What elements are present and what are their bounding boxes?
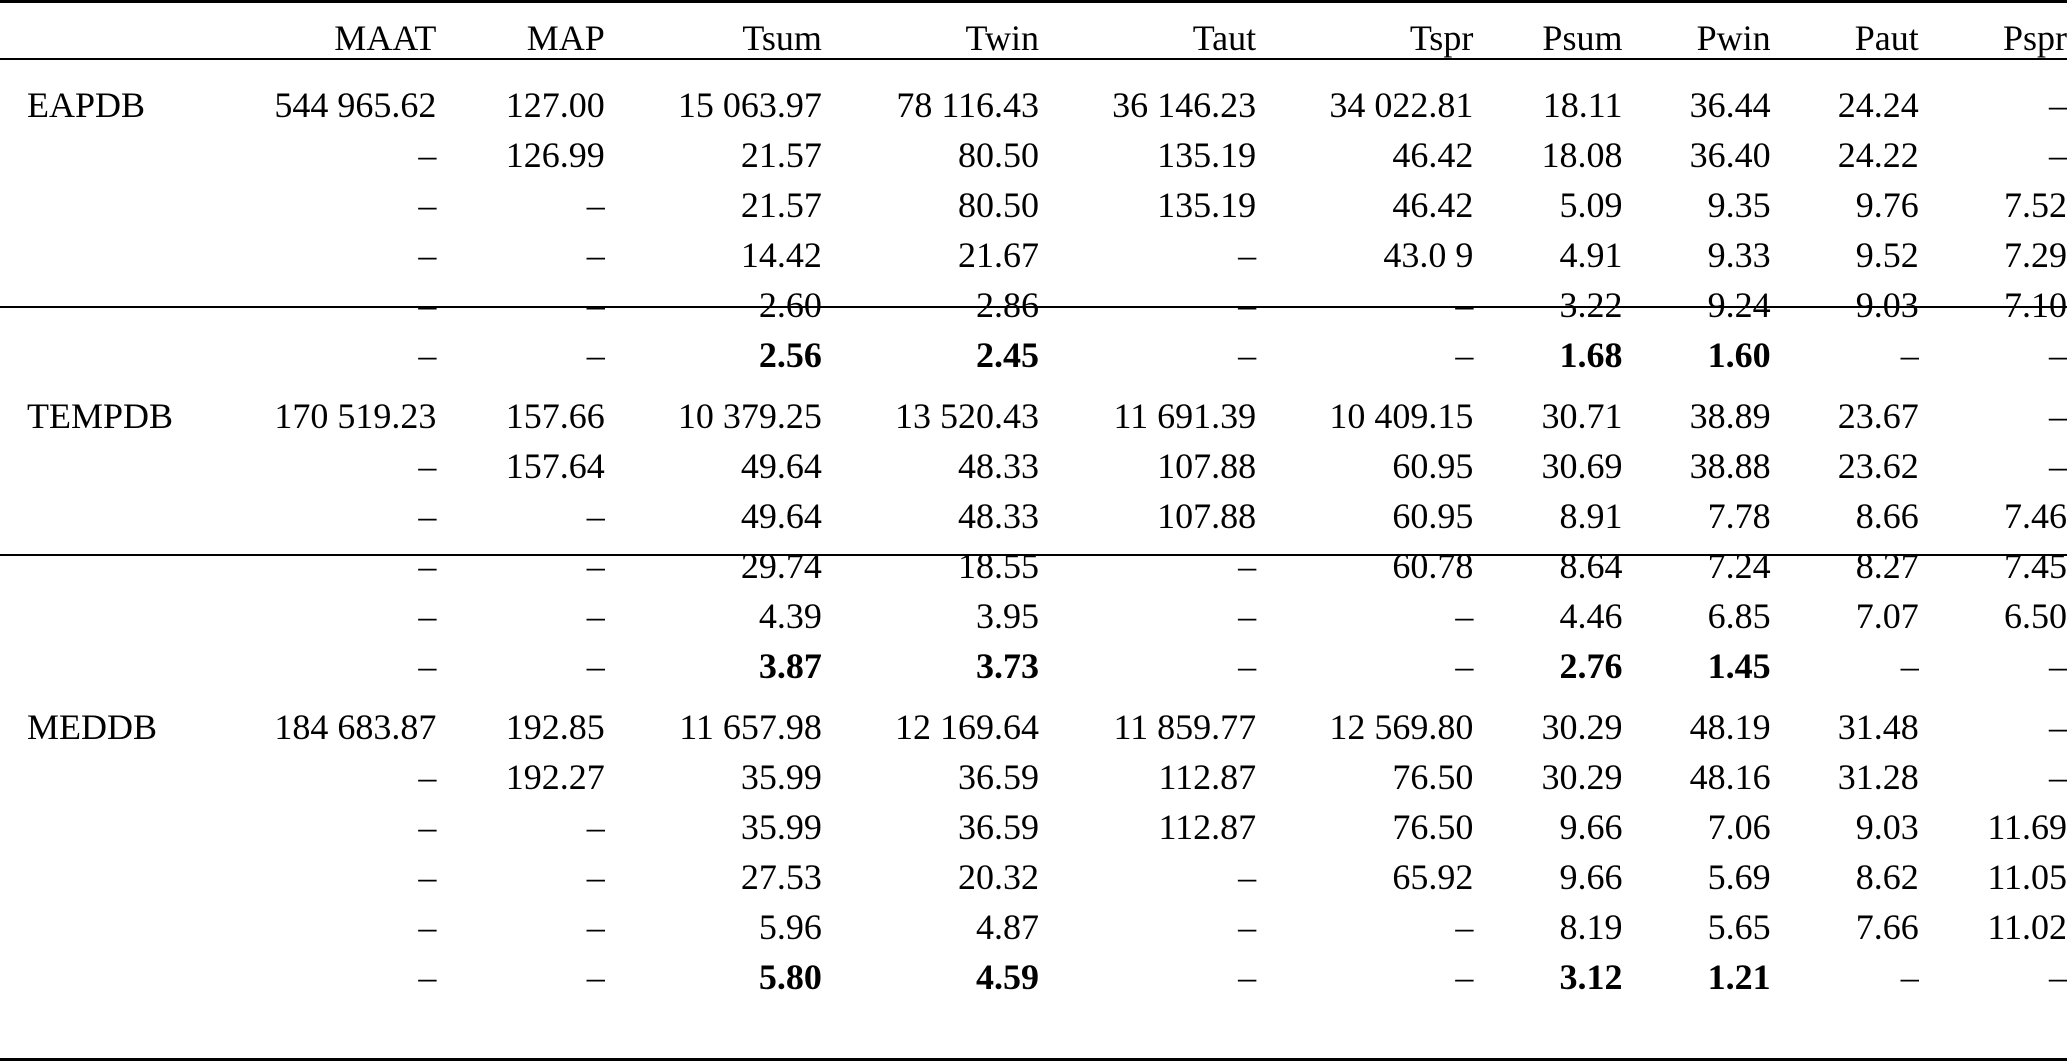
cell-psum: 8.64	[1559, 546, 1623, 586]
cell-maat: –	[418, 757, 437, 797]
cell-taut: 107.88	[1157, 496, 1257, 536]
cell-twin: 48.33	[958, 496, 1040, 536]
group-label: MEDDB	[27, 707, 158, 747]
table-body	[0, 75, 2067, 1008]
header-cell-taut: Taut	[1192, 17, 1257, 58]
cell-pspr: 7.46	[2004, 496, 2067, 536]
cell-paut: 23.67	[1837, 396, 1919, 436]
cell-tsum: 14.42	[740, 235, 822, 275]
cell-maat: –	[418, 907, 437, 947]
cell-pwin: 1.21	[1707, 957, 1771, 997]
cell-taut: 135.19	[1157, 185, 1257, 225]
cell-taut: –	[1238, 596, 1257, 636]
cell-paut: 8.66	[1855, 496, 1919, 536]
cell-pwin: 38.88	[1689, 446, 1771, 486]
table-row	[0, 902, 2067, 952]
cell-map: 126.99	[505, 135, 605, 175]
cell-map: –	[586, 807, 605, 847]
cell-psum: 30.71	[1541, 396, 1623, 436]
cell-tspr: 46.42	[1392, 185, 1474, 225]
cell-maat: –	[418, 235, 437, 275]
cell-pspr: –	[2049, 396, 2067, 436]
cell-tspr: 60.95	[1392, 446, 1474, 486]
cell-pspr: 7.52	[2004, 185, 2067, 225]
cell-map: 127.00	[505, 85, 605, 125]
cell-tsum: 21.57	[740, 185, 822, 225]
cell-map: –	[586, 957, 605, 997]
cell-psum: 30.69	[1541, 446, 1623, 486]
cell-taut: 112.87	[1158, 757, 1257, 797]
cell-tspr: –	[1455, 596, 1474, 636]
cell-paut: 7.66	[1855, 907, 1919, 947]
cell-pspr: 11.02	[1987, 907, 2067, 947]
cell-taut: 36 146.23	[1112, 85, 1257, 125]
header-cell-map: MAP	[526, 17, 605, 58]
cell-paut: 24.22	[1837, 135, 1919, 175]
group-label	[0, 802, 152, 852]
cell-twin: 78 116.43	[896, 85, 1040, 125]
cell-psum: 9.66	[1559, 857, 1623, 897]
cell-taut: 11 691.39	[1113, 396, 1257, 436]
cell-map: –	[586, 185, 605, 225]
cell-pspr: 11.05	[1987, 857, 2067, 897]
cell-pwin: 5.65	[1707, 907, 1771, 947]
cell-pspr: –	[2049, 85, 2067, 125]
header-cell-twin: Twin	[965, 17, 1040, 58]
cell-pspr: –	[2049, 757, 2067, 797]
group-label: TEMPDB	[27, 396, 174, 436]
header-cell-tspr: Tspr	[1409, 17, 1474, 58]
cell-tsum: 5.96	[758, 907, 822, 947]
cell-psum: 3.12	[1559, 957, 1623, 997]
cell-tsum: 49.64	[740, 496, 822, 536]
cell-maat: –	[418, 446, 437, 486]
header-cell-pspr: Pspr	[2002, 17, 2067, 58]
cell-tsum: 49.64	[740, 446, 822, 486]
cell-map: –	[586, 285, 605, 325]
cell-pspr: –	[2049, 707, 2067, 747]
cell-tsum: 4.39	[758, 596, 822, 636]
table-row	[0, 130, 2067, 180]
cell-maat: –	[418, 185, 437, 225]
cell-tsum: 2.56	[758, 335, 822, 375]
cell-tspr: –	[1455, 957, 1474, 997]
cell-tspr: –	[1455, 285, 1474, 325]
cell-maat: –	[418, 496, 437, 536]
cell-tspr: 65.92	[1392, 857, 1474, 897]
cell-twin: 18.55	[958, 546, 1040, 586]
cell-map: 157.66	[505, 396, 605, 436]
table-row	[0, 391, 2067, 441]
cell-twin: 80.50	[958, 185, 1040, 225]
table-row	[0, 80, 2067, 130]
cell-twin: 4.59	[976, 957, 1040, 997]
cell-map: –	[586, 646, 605, 686]
spacer-cell	[0, 1002, 2067, 1008]
cell-pwin: 38.89	[1689, 396, 1771, 436]
cell-tsum: 27.53	[740, 857, 822, 897]
cell-pwin: 36.40	[1689, 135, 1771, 175]
cell-psum: 9.66	[1559, 807, 1623, 847]
group-label	[0, 952, 152, 1002]
cell-taut: 11 859.77	[1113, 707, 1257, 747]
group-label	[0, 330, 152, 380]
cell-twin: 3.73	[976, 646, 1040, 686]
cell-pwin: 1.60	[1707, 335, 1771, 375]
cell-maat: –	[418, 285, 437, 325]
group-label	[0, 180, 152, 230]
header-cell-paut: Paut	[1854, 17, 1919, 58]
group-label	[0, 230, 152, 280]
cell-psum: 1.68	[1559, 335, 1623, 375]
cell-tspr: 10 409.15	[1329, 396, 1474, 436]
cell-twin: 2.45	[976, 335, 1040, 375]
group-label	[0, 902, 152, 952]
cell-tspr: 46.42	[1392, 135, 1474, 175]
cell-tsum: 2.60	[758, 285, 822, 325]
cell-tspr: –	[1455, 335, 1474, 375]
bottom-rule	[0, 1058, 2067, 1061]
cell-taut: –	[1238, 235, 1257, 275]
cell-paut: 8.27	[1855, 546, 1919, 586]
table-row	[0, 330, 2067, 380]
cell-map: –	[586, 235, 605, 275]
cell-taut: –	[1238, 335, 1257, 375]
cell-tsum: 5.80	[758, 957, 822, 997]
cell-map: –	[586, 907, 605, 947]
cell-twin: 4.87	[976, 907, 1040, 947]
cell-tsum: 21.57	[740, 135, 822, 175]
cell-psum: 5.09	[1559, 185, 1623, 225]
cell-twin: 48.33	[958, 446, 1040, 486]
cell-map: –	[586, 857, 605, 897]
cell-maat: –	[418, 646, 437, 686]
table-row	[0, 952, 2067, 1002]
cell-pwin: 7.24	[1707, 546, 1771, 586]
cell-maat: –	[418, 957, 437, 997]
cell-psum: 30.29	[1541, 707, 1623, 747]
cell-twin: 13 520.43	[895, 396, 1040, 436]
cell-pspr: –	[2049, 646, 2067, 686]
cell-tspr: 76.50	[1392, 807, 1474, 847]
cell-taut: 135.19	[1157, 135, 1257, 175]
cell-pspr: –	[2049, 135, 2067, 175]
cell-map: –	[586, 546, 605, 586]
header-cell-psum: Psum	[1542, 17, 1623, 58]
cell-paut: 9.52	[1855, 235, 1919, 275]
cell-psum: 8.91	[1559, 496, 1623, 536]
cell-maat: 184 683.87	[274, 707, 437, 747]
cell-maat: –	[418, 546, 437, 586]
cell-pspr: –	[2049, 446, 2067, 486]
table-row	[0, 441, 2067, 491]
cell-tspr: 12 569.80	[1329, 707, 1474, 747]
cell-taut: –	[1238, 857, 1257, 897]
cell-pspr: –	[2049, 957, 2067, 997]
cell-taut: –	[1238, 907, 1257, 947]
cell-map: 192.27	[505, 757, 605, 797]
cell-psum: 18.11	[1542, 85, 1623, 125]
group-label	[0, 852, 152, 902]
group-label	[0, 591, 152, 641]
cell-maat: –	[418, 596, 437, 636]
cell-taut: 107.88	[1157, 446, 1257, 486]
cell-paut: –	[1900, 335, 1919, 375]
cell-paut: 7.07	[1855, 596, 1919, 636]
table-row	[0, 802, 2067, 852]
cell-pspr: 6.50	[2004, 596, 2067, 636]
cell-pwin: 7.06	[1707, 807, 1771, 847]
cell-paut: 8.62	[1855, 857, 1919, 897]
cell-pspr: –	[2049, 335, 2067, 375]
cell-tsum: 29.74	[740, 546, 822, 586]
cell-psum: 30.29	[1541, 757, 1623, 797]
cell-pwin: 9.33	[1707, 235, 1771, 275]
cell-paut: 24.24	[1837, 85, 1919, 125]
cell-psum: 8.19	[1559, 907, 1623, 947]
cell-twin: 36.59	[958, 807, 1040, 847]
table-row	[0, 702, 2067, 752]
cell-tspr: –	[1455, 646, 1474, 686]
group-label	[0, 491, 152, 541]
cell-paut: 9.03	[1855, 807, 1919, 847]
group-label	[0, 441, 152, 491]
header-row	[0, 0, 2067, 75]
cell-tspr: 76.50	[1392, 757, 1474, 797]
group-label	[0, 130, 152, 180]
cell-tsum: 11 657.98	[679, 707, 822, 747]
header-cell-maat: MAAT	[334, 17, 437, 58]
cell-paut: 9.76	[1855, 185, 1919, 225]
cell-maat: –	[418, 335, 437, 375]
cell-pspr: 7.29	[2004, 235, 2067, 275]
cell-tspr: 60.78	[1392, 546, 1474, 586]
cell-twin: 36.59	[958, 757, 1040, 797]
cell-map: –	[586, 335, 605, 375]
cell-taut: –	[1238, 957, 1257, 997]
cell-tspr: 43.0 9	[1383, 235, 1474, 275]
header-cell-pwin: Pwin	[1696, 17, 1771, 58]
table-row	[0, 641, 2067, 691]
table-row	[0, 180, 2067, 230]
cell-paut: –	[1900, 646, 1919, 686]
cell-pwin: 6.85	[1707, 596, 1771, 636]
cell-twin: 20.32	[958, 857, 1040, 897]
table-row	[0, 852, 2067, 902]
cell-tsum: 35.99	[740, 807, 822, 847]
cell-taut: –	[1238, 546, 1257, 586]
cell-psum: 4.91	[1559, 235, 1623, 275]
cell-pwin: 36.44	[1689, 85, 1771, 125]
cell-pspr: 7.45	[2004, 546, 2067, 586]
cell-twin: 12 169.64	[895, 707, 1040, 747]
cell-pwin: 9.35	[1707, 185, 1771, 225]
cell-maat: 170 519.23	[274, 396, 437, 436]
table-row	[0, 591, 2067, 641]
group-label	[0, 541, 152, 591]
cell-maat: 544 965.62	[274, 85, 437, 125]
cell-psum: 18.08	[1541, 135, 1623, 175]
group-spacer	[0, 1002, 2067, 1008]
cell-pwin: 7.78	[1707, 496, 1771, 536]
group-label	[0, 641, 152, 691]
cell-tsum: 3.87	[758, 646, 822, 686]
cell-tsum: 15 063.97	[677, 85, 822, 125]
cell-maat: –	[418, 807, 437, 847]
header-cell-label	[0, 0, 152, 75]
table-row	[0, 752, 2067, 802]
cell-maat: –	[418, 135, 437, 175]
cell-psum: 2.76	[1559, 646, 1623, 686]
cell-paut: –	[1900, 957, 1919, 997]
cell-map: –	[586, 496, 605, 536]
cell-maat: –	[418, 857, 437, 897]
cell-psum: 3.22	[1559, 285, 1623, 325]
cell-pwin: 48.19	[1689, 707, 1771, 747]
cell-twin: 2.86	[976, 285, 1040, 325]
group-label	[0, 752, 152, 802]
cell-tspr: 34 022.81	[1329, 85, 1474, 125]
cell-taut: –	[1238, 285, 1257, 325]
cell-taut: 112.87	[1158, 807, 1257, 847]
group-label	[0, 280, 152, 330]
cell-tspr: 60.95	[1392, 496, 1474, 536]
cell-map: 157.64	[505, 446, 605, 486]
header-cell-tsum: Tsum	[742, 17, 822, 58]
cell-twin: 80.50	[958, 135, 1040, 175]
cell-twin: 21.67	[958, 235, 1040, 275]
table-row	[0, 491, 2067, 541]
cell-pspr: 7.10	[2004, 285, 2067, 325]
cell-taut: –	[1238, 646, 1257, 686]
cell-psum: 4.46	[1559, 596, 1623, 636]
cell-pwin: 48.16	[1689, 757, 1771, 797]
cell-paut: 9.03	[1855, 285, 1919, 325]
cell-paut: 31.48	[1837, 707, 1919, 747]
cell-pwin: 5.69	[1707, 857, 1771, 897]
table-row	[0, 541, 2067, 591]
cell-map: –	[586, 596, 605, 636]
cell-map: 192.85	[505, 707, 605, 747]
cell-paut: 31.28	[1837, 757, 1919, 797]
cell-pspr: 11.69	[1987, 807, 2067, 847]
cell-paut: 23.62	[1837, 446, 1919, 486]
cell-twin: 3.95	[976, 596, 1040, 636]
cell-pwin: 9.24	[1707, 285, 1771, 325]
cell-tsum: 10 379.25	[677, 396, 822, 436]
cell-tspr: –	[1455, 907, 1474, 947]
table-row	[0, 230, 2067, 280]
table-row	[0, 280, 2067, 330]
cell-pwin: 1.45	[1707, 646, 1771, 686]
group-label: EAPDB	[27, 85, 146, 125]
cell-tsum: 35.99	[740, 757, 822, 797]
